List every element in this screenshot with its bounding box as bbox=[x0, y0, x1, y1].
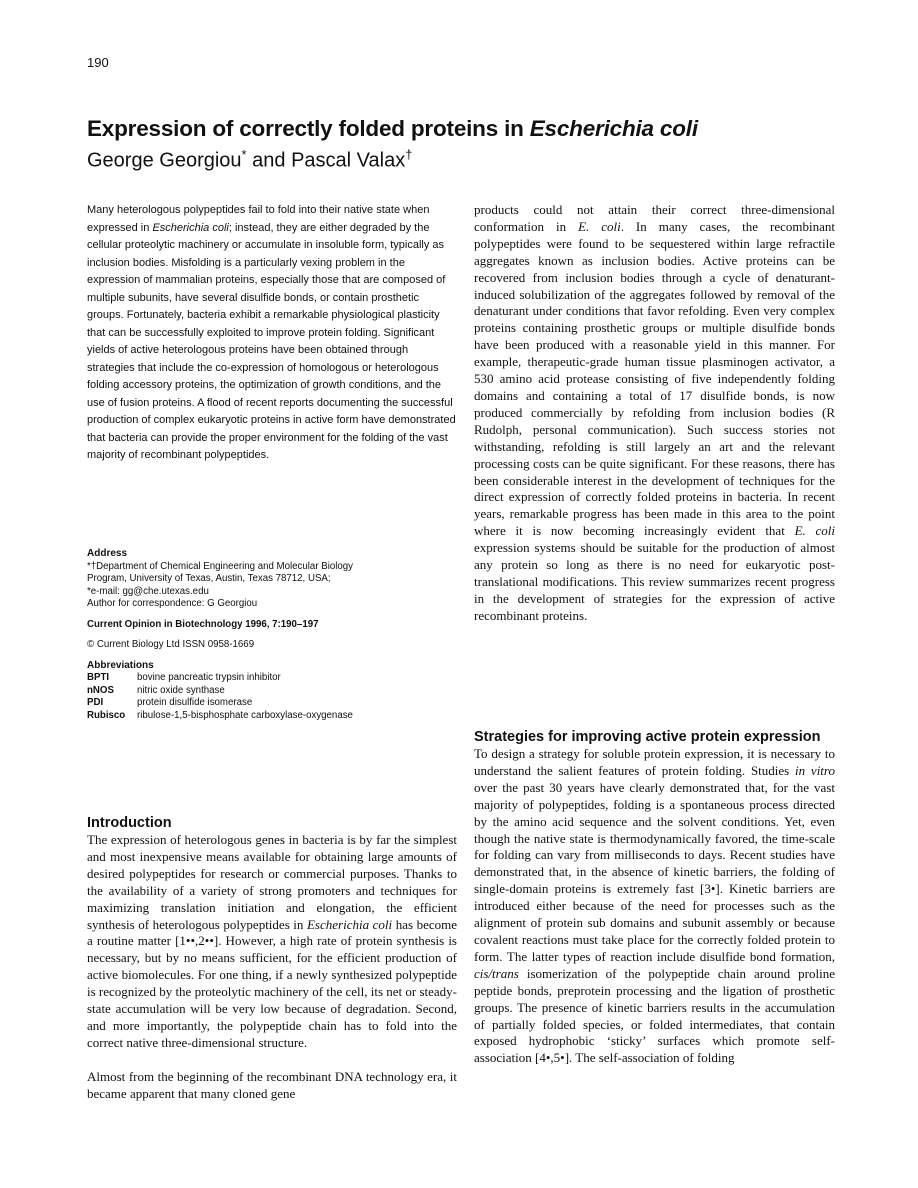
abbr-term: BPTI bbox=[87, 672, 110, 683]
intro-text: has become a routine matter [1••,2••]. However, a high rate of protein synthesis is necessary, but by no means sufficient, for the efficient production of active biomolecules. For one thing, if a newly synthesized polypeptide is recognized by the proteolytic machinery of the cell, its net or steady-state accumulation will be very low because of degradation. Second, and more importantly, the polypeptide chain has to fold into the correct native three-dimensional structure. bbox=[87, 916, 458, 1050]
abstract bbox=[87, 202, 457, 465]
strategies-section bbox=[474, 729, 835, 1067]
abstract-italic: Escherichia coli bbox=[152, 221, 229, 234]
abbr-term: PDI bbox=[87, 697, 104, 708]
abstract-text-2: ; instead, they are either degraded by the cellular proteolytic machinery or accumulate in insoluble form, typically as inclusion bodies. Misfolding is a particularly vexing problem in the expression of mammalian proteins, especially those that are composed of multiple subunits, have several disulfide bonds, or contain prosthetic groups. Fortunately, bacteria exhibit a remarkable physiological plasticity that can be successfully exploited to improve protein folding. Significant yields of active heterologous proteins have been obtained through strategies that include the co-expression of homologous or heterologous folding accessory proteins, the optimization of growth conditions, and the use of fusion proteins. A flood of recent reports documenting the successful production of complex eukaryotic proteins in active form have demonstrated that bacteria can provide the proper environment for the folding of the vast majority of recombinant polypeptides. bbox=[87, 221, 456, 461]
article-metadata bbox=[87, 548, 457, 722]
author-second: Pascal Valax bbox=[291, 149, 406, 172]
body-italic: in vitro bbox=[795, 762, 835, 778]
strategies-heading: Strategies for improving active protein expression bbox=[474, 729, 821, 745]
abbr-def: protein disulfide isomerase bbox=[137, 697, 253, 708]
article-title bbox=[87, 116, 698, 142]
page-number: 190 bbox=[87, 55, 109, 70]
intro-italic: Escherichia coli bbox=[306, 916, 393, 932]
author-first: George Georgiou bbox=[87, 149, 242, 172]
introduction-paragraph bbox=[87, 832, 457, 1052]
strategies-paragraph bbox=[474, 746, 835, 1067]
author-connector: and bbox=[246, 149, 292, 172]
body-text: isomerization of the polypeptide chain around proline peptide bonds, preprotein processing and the ligation of prosthetic groups. The presence of kinetic barriers results in the accumulation of partially folded species, or folded intermediates, that contain exposed hydrophobic ‘sticky’ surfaces which promote self-association [4•,5•]. The self-association of folding bbox=[474, 965, 835, 1066]
address-correspondence: Author for correspondence: G Georgiou bbox=[87, 598, 258, 609]
body-italic: cis/trans bbox=[474, 965, 519, 981]
body-italic: E. coli bbox=[794, 523, 835, 539]
intro-text: The expression of heterologous genes in bacteria is by far the simplest and most inexpensive means available for obtaining large amounts of desired polypeptides for research or commercial purposes. Thanks to the availability of a variety of strong promoters and techniques for maximizing translation initiation and elongation, the efficient synthesis of heterologous polypeptides in bbox=[87, 832, 457, 932]
body-text: To design a strategy for soluble protein expression, it is necessary to understand the salient features of protein folding. Studies bbox=[474, 746, 835, 778]
body-text: expression systems should be suitable for the production of almost any protein so long as there is no need for eukaryotic post-translational modifications. This review summarizes recent progress in the development of strategies for the expression of active recombinant proteins. bbox=[474, 540, 835, 623]
abbr-term: nNOS bbox=[87, 684, 114, 696]
author-second-mark: † bbox=[405, 147, 413, 162]
abbr-def: bovine pancreatic trypsin inhibitor bbox=[137, 672, 281, 683]
body-text: products could not attain their correct three-dimensional conformation in bbox=[474, 202, 835, 234]
intro-continuation bbox=[474, 202, 835, 625]
right-column bbox=[474, 202, 835, 625]
address-line: *†Department of Chemical Engineering and Molecular Biology bbox=[87, 560, 354, 572]
introduction-heading: Introduction bbox=[87, 815, 172, 831]
body-italic: E. coli bbox=[578, 218, 621, 234]
title-main: Expression of correctly folded proteins in bbox=[87, 116, 530, 141]
body-text: over the past 30 years have clearly demonstrated that, for the vast majority of polypeptides, folding is a spontaneous process directed by the amino acid sequence and the solvent conditions. Yet, even though the native state is thermodynamically favored, the time-scale for folding can vary from milliseconds to days. Recent studies have demonstrated that, in the absence of kinetic barriers, the folding of single-domain proteins is extremely fast [3•]. Kinetic barriers are introduced either because of the need for processes such as the alignment of protein sub domains and subunit assembly or because covalent reactions must take place for the correctly folded protein to form. The latter types of reaction include disulfide bond formation, bbox=[474, 779, 835, 964]
body-text: . In many cases, the recombinant polypeptides were found to be sequestered within large refractile aggregates known as inclusion bodies. Active proteins can be recovered from inclusion bodies through a cycle of denaturant-induced solubilization of the aggregates followed by removal of the denaturant under conditions that favor refolding. Even very complex proteins containing prosthetic groups or multiple disulfide bonds have been produced with a reasonable yield in this manner. For example, therapeutic-grade human tissue plasminogen activator, a 530 amino acid protease consisting of five independently folding domains and containing a total of 17 disulfide bonds, is now produced commercially by refolding from inclusion bodies (R Rudolph, personal communication). Such success stories not withstanding, refolding is still largely an art and the relevant processing costs can be quite significant. For these reasons, there has been considerable interest in the development of techniques for the direct expression of correctly folded proteins in bacteria. In recent years, remarkable progress has been made in this area to the point where it is now becoming increasingly evident that bbox=[474, 218, 835, 539]
abbreviations-label: Abbreviations bbox=[87, 659, 154, 671]
address-label: Address bbox=[87, 548, 128, 559]
copyright: © Current Biology Ltd ISSN 0958-1669 bbox=[87, 639, 255, 650]
introduction-paragraph-2: Almost from the beginning of the recombinant DNA technology era, it became apparent that many cloned gene bbox=[87, 1068, 457, 1101]
abbr-def: ribulose-1,5-bisphosphate carboxylase-oxygenase bbox=[137, 709, 353, 721]
author-first-mark: * bbox=[241, 147, 247, 162]
author-list bbox=[87, 147, 412, 173]
citation-journal: Current Opinion in Biotechnology bbox=[87, 618, 243, 630]
abstract-block bbox=[87, 202, 457, 465]
abbreviations-list bbox=[87, 672, 457, 722]
abbr-def: nitric oxide synthase bbox=[137, 684, 225, 696]
title-italic: Escherichia coli bbox=[529, 116, 698, 141]
introduction-section bbox=[87, 815, 457, 1103]
citation bbox=[87, 619, 457, 632]
address-email: *e-mail: gg@che.utexas.edu bbox=[87, 585, 209, 597]
citation-details: 1996, 7:190–197 bbox=[242, 618, 319, 630]
address-line: Program, University of Texas, Austin, Texas 78712, USA; bbox=[87, 573, 331, 584]
abstract-text-1: Many heterologous polypeptides fail to fold into their native state when expressed in bbox=[87, 204, 430, 234]
abbr-term: Rubisco bbox=[87, 709, 126, 721]
